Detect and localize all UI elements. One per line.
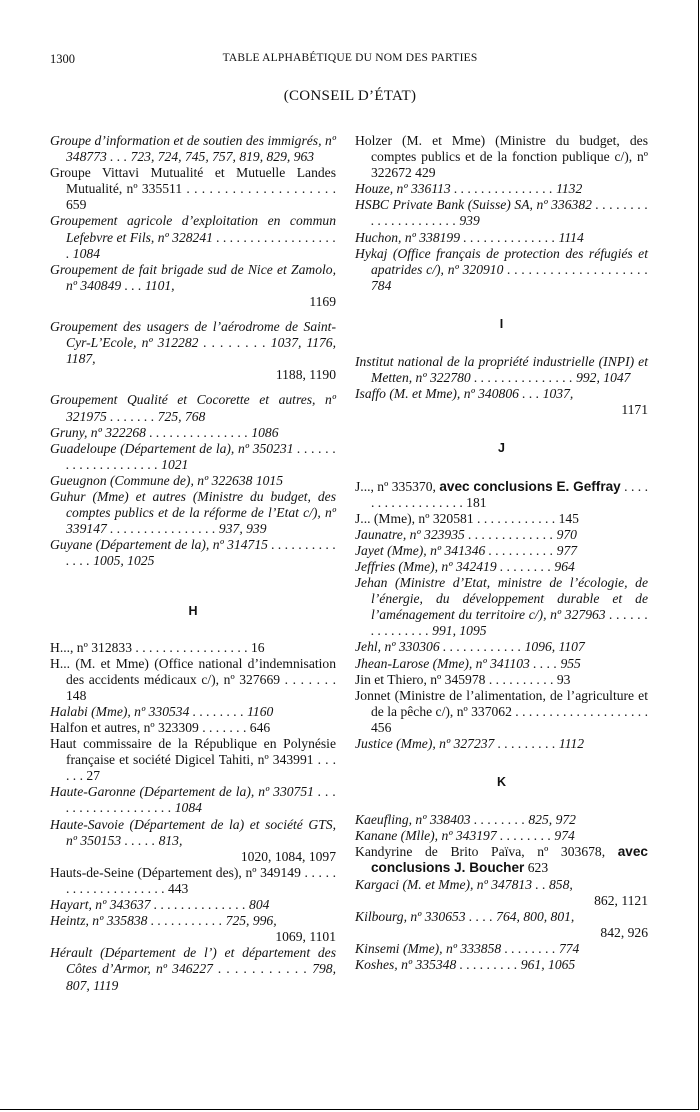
index-entry: Jeffries (Mme), nº 342419 . . . . . . . . 964	[355, 558, 575, 574]
index-entry: Jehan (Ministre d’Etat, ministre de l’écologie, de l’énergie, du développement durable et de l’aménagement du territoire c/), nº 327963 . . . . . . . . . . . . . . . 991, 1095	[355, 575, 648, 639]
index-entry-continuation: 862, 1121	[594, 892, 648, 908]
index-entry: Groupe d’information et de soutien des immigrés, nº 348773 . . . 723, 724, 745, 757, 819, 829, 963	[50, 133, 336, 165]
index-entry: Haute-Garonne (Département de la), nº 330751 . . . . . . . . . . . . . . . . . . . 1084	[50, 784, 336, 816]
entry-pages: . . . . . . . . . . . . . . . . . . 181	[371, 478, 649, 510]
index-entry-continuation: 1188, 1190	[275, 367, 336, 383]
index-entry: Jaunatre, nº 323935 . . . . . . . . . . . . . 970	[355, 526, 577, 542]
section-title: (CONSEIL D’ÉTAT)	[283, 88, 417, 104]
running-title: TABLE ALPHABÉTIQUE DU NOM DES PARTIES	[222, 52, 478, 64]
index-entry: Kaeufling, nº 338403 . . . . . . . . 825, 972	[355, 812, 576, 828]
entry-pages: 623	[524, 860, 549, 876]
letter-heading-j: J	[498, 441, 505, 456]
left-column	[50, 133, 336, 994]
index-entry: Groupe Vittavi Mutualité et Mutuelle Landes Mutualité, nº 335511 . . . . . . . . . . . . . . . . . . . . 659	[50, 165, 336, 213]
index-entry: Haut commissaire de la République en Polynésie française et société Digicel Tahiti, nº 343991 . . . . . . 27	[50, 736, 336, 784]
letter-heading-i: I	[499, 316, 504, 331]
index-entry: Heintz, nº 335838 . . . . . . . . . . . 725, 996,	[50, 913, 277, 929]
index-entry: Jhean-Larose (Mme), nº 341103 . . . . 955	[355, 655, 581, 671]
index-entry: Gruny, nº 322268 . . . . . . . . . . . . . . . 1086	[50, 424, 279, 440]
index-entry: J... (Mme), nº 320581 . . . . . . . . . . . . 145	[355, 510, 579, 526]
index-entry: Kargaci (M. et Mme), nº 347813 . . 858,	[355, 876, 573, 892]
index-entry: Isaffo (M. et Mme), nº 340806 . . . 1037,	[355, 386, 574, 402]
index-entry: Groupement de fait brigade sud de Nice et Zamolo, nº 340849 . . . 1101,	[50, 261, 336, 293]
right-column	[355, 133, 648, 973]
index-entry-continuation: 1020, 1084, 1097	[240, 848, 336, 864]
index-entry: Groupement agricole d’exploitation en commun Lefebvre et Fils, nº 328241 . . . . . . . . . . . . . . . . . . . 1084	[50, 213, 336, 261]
index-entry: H... (M. et Mme) (Office national d’indemnisation des accidents médicaux c/), nº 327669 . . . . . . . 148	[50, 655, 336, 703]
index-entry: Gueugnon (Commune de), nº 322638 1015	[50, 472, 284, 488]
index-entry: Halfon et autres, nº 323309 . . . . . . . 646	[50, 720, 271, 735]
index-entry: HSBC Private Bank (Suisse) SA, nº 336382 . . . . . . . . . . . . . . . . . . . . . 939	[355, 197, 648, 229]
index-entry: Hykaj (Office français de protection des réfugiés et apatrides c/), nº 320910 . . . . . . . . . . . . . . . . . . . . 784	[355, 245, 648, 293]
index-entry: Hérault (Département de l’) et département des Côtes d’Armor, nº 346227 . . . . . . . . . . . 798, 807, 1119	[50, 945, 336, 993]
letter-heading-h: H	[188, 604, 198, 619]
index-entry	[355, 479, 648, 511]
index-entry: Guhur (Mme) et autres (Ministre du budget, des comptes publics et de la réforme de l’Etat c/), nº 339147 . . . . . . . . . . . . . . . . 937, 939	[50, 488, 336, 537]
index-entry: Kanane (Mlle), nº 343197 . . . . . . . . 974	[355, 828, 575, 844]
index-entry: Kilbourg, nº 330653 . . . . 764, 800, 801,	[355, 908, 575, 924]
page-header	[50, 52, 650, 70]
index-entry: Hayart, nº 343637 . . . . . . . . . . . . . . 804	[50, 897, 270, 913]
index-entry: H..., nº 312833 . . . . . . . . . . . . . . . . . 16	[50, 639, 265, 655]
index-entry: Institut national de la propriété industrielle (INPI) et Metten, nº 322780 . . . . . . . . . . . . . . . 992, 1047	[355, 354, 648, 386]
conclusions-label: avec conclusions E. Geffray	[439, 478, 621, 494]
index-entry: Guyane (Département de la), nº 314715 . . . . . . . . . . . . . . 1005, 1025	[50, 537, 336, 569]
letter-heading-k: K	[496, 775, 507, 790]
index-entry-continuation: 842, 926	[600, 924, 648, 940]
index-entry: Jonnet (Ministre de l’alimentation, de l’agriculture et de la pêche c/), nº 337062 . . . . . . . . . . . . . . . . . . . . 456	[355, 687, 648, 735]
index-entry: Jehl, nº 330306 . . . . . . . . . . . . 1096, 1107	[355, 639, 585, 655]
index-entry: Hauts-de-Seine (Département des), nº 349149 . . . . . . . . . . . . . . . . . . . . 443	[50, 864, 336, 896]
index-entry: Guadeloupe (Département de la), nº 350231 . . . . . . . . . . . . . . . . . . . . 1021	[50, 440, 336, 472]
index-entry: Holzer (M. et Mme) (Ministre du budget, des comptes publics et de la fonction publique c/), nº 322672 429	[355, 133, 648, 181]
conclusions-label: avec conclusions J. Boucher	[371, 844, 648, 876]
entry-text: J..., nº 335370,	[355, 478, 440, 494]
index-entry: Jayet (Mme), nº 341346 . . . . . . . . . . 977	[355, 542, 578, 558]
index-entry: Groupement des usagers de l’aérodrome de Saint-Cyr-L’Ecole, nº 312282 . . . . . . . . 1037, 1176, 1187,	[50, 319, 336, 367]
index-entry: Houze, nº 336113 . . . . . . . . . . . . . . . 1132	[355, 181, 583, 197]
entry-text: Kandyrine de Brito Païva, nº 303678,	[355, 844, 618, 860]
index-entry-continuation: 1171	[621, 402, 648, 418]
index-entry-continuation: 1169	[309, 293, 336, 309]
index-entry: Justice (Mme), nº 327237 . . . . . . . . . 1112	[355, 736, 585, 751]
index-entry: Kinsemi (Mme), nº 333858 . . . . . . . . 774	[355, 940, 580, 956]
index-entry: Groupement Qualité et Cocorette et autres, nº 321975 . . . . . . . 725, 768	[50, 392, 336, 424]
index-entry: Halabi (Mme), nº 330534 . . . . . . . . 1160	[50, 703, 274, 719]
index-entry-continuation: 1069, 1101	[275, 929, 336, 945]
index-entry: Huchon, nº 338199 . . . . . . . . . . . . . . 1114	[355, 229, 584, 245]
index-entry: Haute-Savoie (Département de la) et société GTS, nº 350153 . . . . . 813,	[50, 816, 336, 848]
index-entry	[355, 844, 648, 876]
index-entry: Jin et Thiero, nº 345978 . . . . . . . . . . 93	[355, 671, 571, 687]
index-entry: Koshes, nº 335348 . . . . . . . . . 961, 1065	[355, 957, 576, 973]
page-number: 1300	[50, 52, 75, 66]
